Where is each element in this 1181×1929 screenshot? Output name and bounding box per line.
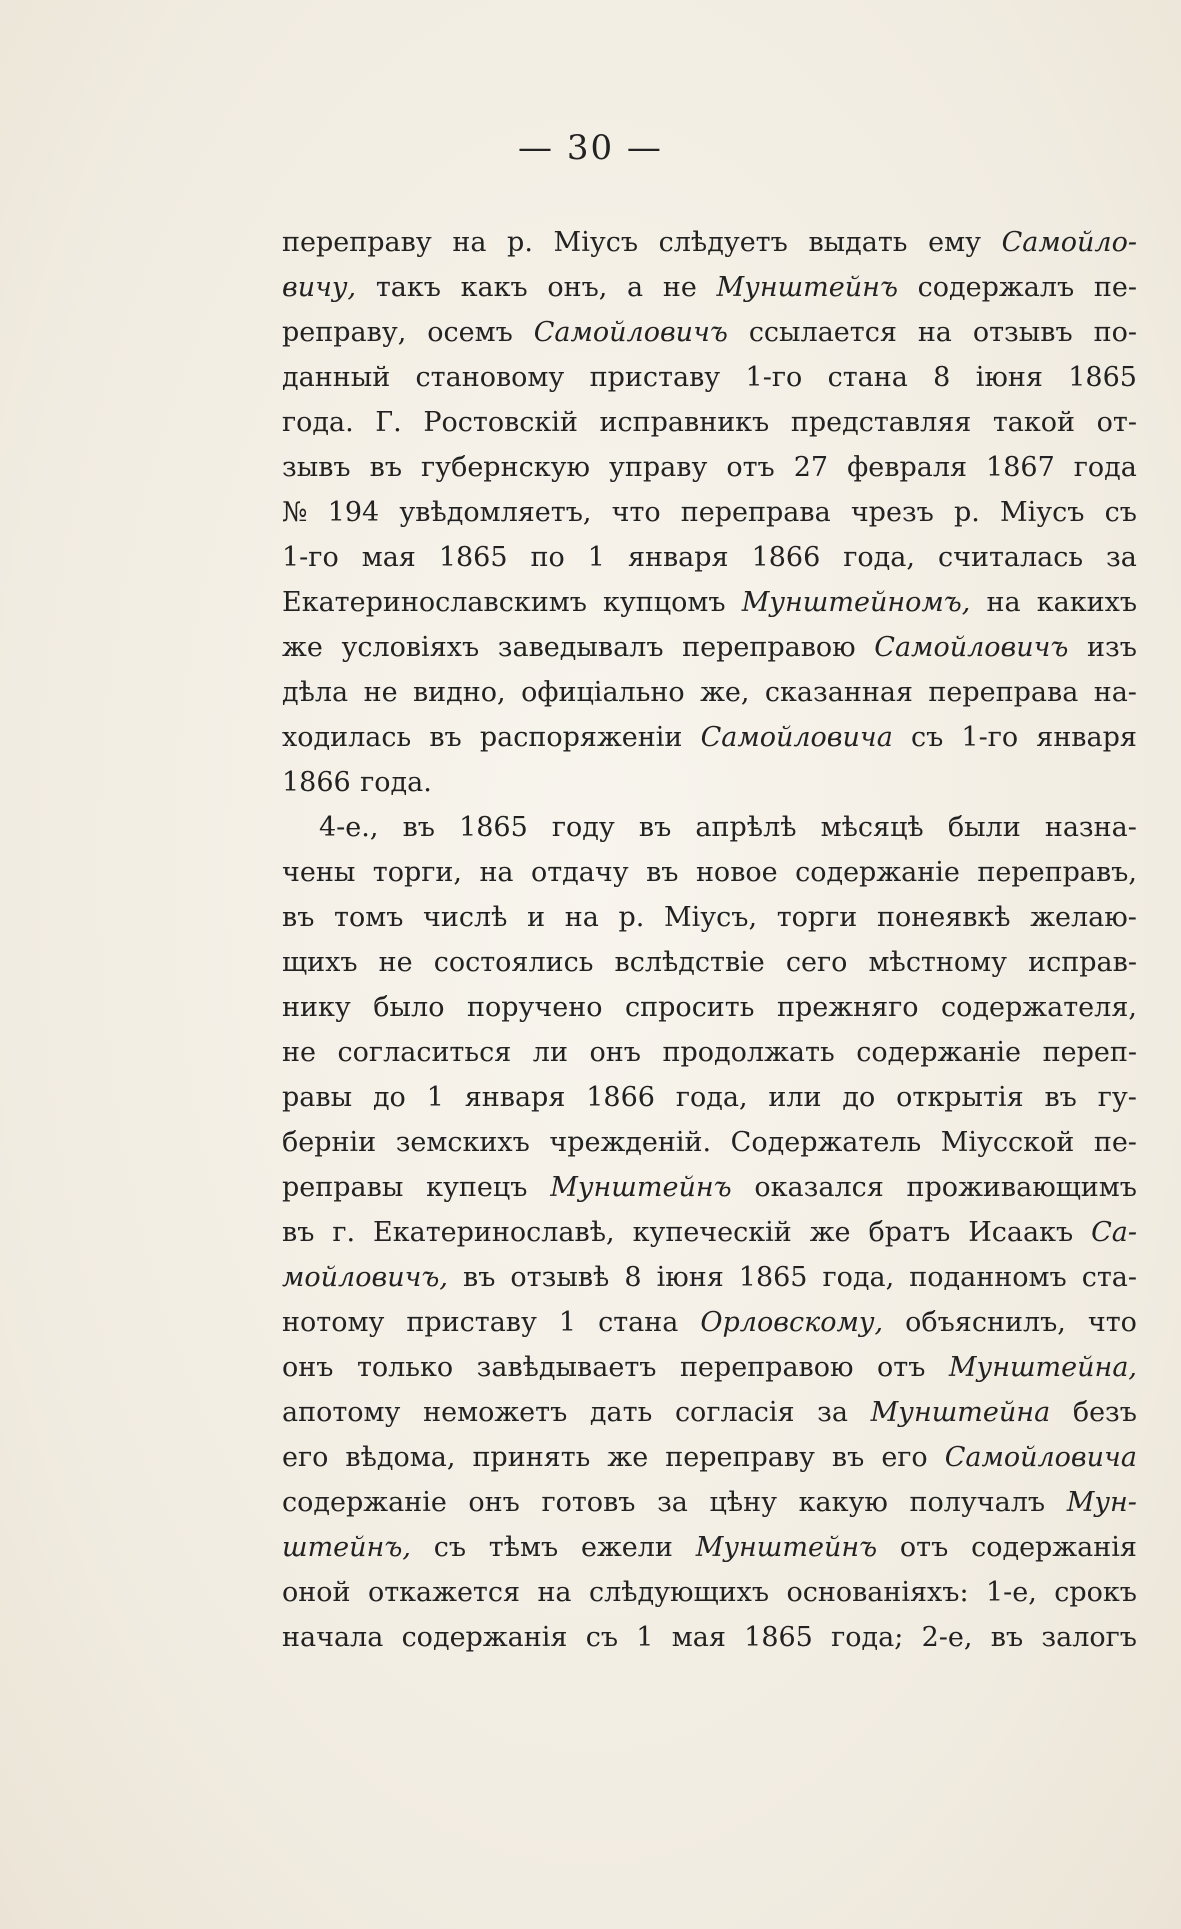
word: откажется (367, 1577, 521, 1608)
word: содержанія (401, 1622, 568, 1653)
word: на (479, 857, 514, 888)
word: цѣну (709, 1487, 778, 1518)
text-line (282, 400, 1137, 445)
word: завѣдываетъ (476, 1352, 657, 1383)
word: переправу (665, 1442, 815, 1473)
word: от- (1096, 407, 1137, 438)
word: января (627, 542, 729, 573)
word: 1-го (282, 542, 339, 573)
word: такъ (375, 272, 441, 303)
word: мѣстному (868, 947, 1008, 978)
word: до (372, 1082, 406, 1113)
word: назна- (1044, 812, 1137, 843)
word: а (627, 272, 644, 303)
word: 1 (558, 1307, 577, 1338)
word: не (662, 272, 697, 303)
word: 1-е, (985, 1577, 1037, 1608)
word: купецъ (426, 1172, 528, 1203)
word: берніи (282, 1127, 377, 1158)
text-line (282, 1570, 1137, 1615)
word: 1 (636, 1622, 654, 1653)
word: на- (1093, 677, 1137, 708)
word: въ (646, 857, 679, 888)
word: въ (990, 1622, 1024, 1653)
word: Екатеринославскимъ (282, 587, 587, 618)
word: Самойловичъ (533, 317, 728, 348)
text-line (282, 985, 1137, 1030)
word: съ (585, 1622, 619, 1653)
text-line (282, 1255, 1137, 1300)
word: по- (1093, 317, 1137, 348)
word: за (657, 1487, 688, 1518)
word: становому (415, 362, 565, 393)
word: только (356, 1352, 454, 1383)
word: Самойловичъ (874, 632, 1069, 663)
word: 1865 (459, 812, 528, 843)
word: штейнъ, (282, 1532, 411, 1563)
word: вичу, (282, 272, 357, 303)
word: выдать (808, 227, 908, 258)
word: содержаніе (856, 1037, 1022, 1068)
text-line (282, 940, 1137, 985)
word: до (842, 1082, 876, 1113)
word: приставу (406, 1307, 537, 1338)
word: онъ, (547, 272, 608, 303)
word: 1865 (438, 542, 508, 573)
word: было (373, 992, 445, 1023)
word: поручено (466, 992, 603, 1023)
word: Самойло- (1001, 227, 1137, 258)
text-line (282, 1345, 1137, 1390)
word: и (527, 902, 546, 933)
word: ста- (1081, 1262, 1137, 1293)
word: въ (369, 452, 403, 483)
word: видно, (412, 677, 506, 708)
word: Орловскому, (700, 1307, 884, 1338)
word: состоялись (433, 947, 594, 978)
word: мойловичъ, (282, 1262, 448, 1293)
word: по (530, 542, 565, 573)
word: 1866 (586, 1082, 655, 1113)
word: Мун- (1066, 1487, 1137, 1518)
word: Самойловича (700, 722, 893, 753)
word: данный (282, 362, 391, 393)
text-line (282, 1210, 1137, 1255)
word: 8 (624, 1262, 642, 1293)
text-line (282, 1165, 1137, 1210)
page-number: — 30 — (518, 128, 663, 168)
word: № (282, 497, 308, 528)
word: переп- (1042, 1037, 1137, 1068)
word: Г. (375, 407, 402, 438)
word: 1866 (282, 767, 351, 798)
word: слѣдуетъ (658, 227, 788, 258)
word: слѣдующихъ (588, 1577, 770, 1608)
word: числѣ (423, 902, 508, 933)
word: Мунштейна (870, 1397, 1051, 1428)
word: оной (282, 1577, 351, 1608)
text-line (282, 850, 1137, 895)
word: января (1036, 722, 1137, 753)
word: же (282, 632, 323, 663)
text-line (282, 1030, 1137, 1075)
word: года (1073, 452, 1137, 483)
word: или (768, 1082, 822, 1113)
word: въ (831, 1442, 865, 1473)
word: открытія (896, 1082, 1024, 1113)
word: Мунштейнъ (695, 1532, 878, 1563)
word: года, (822, 1262, 895, 1293)
text-line (282, 580, 1137, 625)
text-line (282, 535, 1137, 580)
word: дѣла (282, 677, 349, 708)
word: приставу (589, 362, 721, 393)
word: управу (608, 452, 708, 483)
word: съ (1104, 497, 1137, 528)
word: ему (928, 227, 981, 258)
text-line (282, 265, 1137, 310)
word: мая (361, 542, 416, 573)
word: сказанная (764, 677, 913, 708)
word: нику (282, 992, 351, 1023)
word: продолжать (662, 1037, 835, 1068)
word: сего (785, 947, 848, 978)
word: въ (282, 902, 315, 933)
word: пе- (1093, 1127, 1137, 1158)
word: переправъ, (977, 857, 1137, 888)
word: основаніяхъ: (786, 1577, 969, 1608)
word: отдачу (530, 857, 629, 888)
word: въ (429, 722, 462, 753)
word: года; (831, 1622, 904, 1653)
word: Екатеринославѣ, (373, 1217, 615, 1248)
word: были (947, 812, 1021, 843)
word: какую (798, 1487, 888, 1518)
word: Мунштейнъ (550, 1172, 732, 1203)
word: въ (638, 812, 672, 843)
word: 1-го (961, 722, 1019, 753)
word: братъ (868, 1217, 951, 1248)
word: въ (282, 1217, 315, 1248)
word: года. (360, 767, 432, 798)
word: 1865 (744, 1622, 813, 1653)
text-line (282, 1615, 1137, 1660)
word: въ (402, 812, 435, 843)
word: оказался (754, 1172, 884, 1203)
word: Ростовскій (423, 407, 578, 438)
word: что (1087, 1307, 1137, 1338)
word: Мунштейномъ, (741, 587, 971, 618)
word: исправникъ (599, 407, 770, 438)
word: что (611, 497, 661, 528)
word: за (1106, 542, 1137, 573)
word: года. (282, 407, 354, 438)
word: переправою (679, 1352, 854, 1383)
word: изъ (1087, 632, 1137, 663)
word: торги, (372, 857, 462, 888)
word: купеческій (632, 1217, 792, 1248)
text-line (282, 625, 1137, 670)
word: съ (433, 1532, 467, 1563)
word: ходилась (282, 722, 412, 753)
word: за (817, 1397, 848, 1428)
word: апотому (282, 1397, 401, 1428)
word: Міусъ (999, 497, 1085, 528)
word: на (452, 227, 487, 258)
word: года, (675, 1082, 748, 1113)
word: ссылается (748, 317, 897, 348)
word: вслѣдствіе (614, 947, 765, 978)
word: 1865 (1068, 362, 1137, 393)
word: года, (843, 542, 915, 573)
word: стана (827, 362, 908, 393)
word: съ (910, 722, 944, 753)
word: мѣсяцѣ (820, 812, 924, 843)
word: 8 (933, 362, 951, 393)
word: содержателя, (941, 992, 1137, 1023)
word: не (378, 947, 413, 978)
word: 194 (327, 497, 380, 528)
word: отъ (726, 452, 775, 483)
word: заведывалъ (497, 632, 664, 663)
word: зывъ (282, 452, 351, 483)
word: 2-е, (921, 1622, 973, 1653)
word: же (809, 1217, 851, 1248)
word: 1866 (751, 542, 821, 573)
word: распоряженіи (479, 722, 683, 753)
word: дать (589, 1397, 653, 1428)
word: содержаніе (282, 1487, 447, 1518)
text-line (282, 310, 1137, 355)
word: чрезъ (850, 497, 934, 528)
text-line (282, 355, 1137, 400)
word: іюня (975, 362, 1043, 393)
word: не (363, 677, 398, 708)
word: отзывѣ (510, 1262, 610, 1293)
word: 1867 (986, 452, 1055, 483)
text-line (282, 760, 1137, 805)
word: Мунштейнъ (716, 272, 898, 303)
body-text (282, 220, 1137, 1660)
word: февраля (847, 452, 968, 483)
word: онъ (589, 1037, 641, 1068)
word: переправою (682, 632, 856, 663)
word: не (282, 1037, 316, 1068)
word: 27 (793, 452, 829, 483)
word: купцомъ (603, 587, 726, 618)
word: Са- (1091, 1217, 1137, 1248)
word: мая (671, 1622, 726, 1653)
word: ли (532, 1037, 568, 1068)
word: на (537, 1577, 572, 1608)
word: р. (953, 497, 980, 528)
word: въ (1044, 1082, 1077, 1113)
word: Міусъ, (663, 902, 758, 933)
word: содержалъ (917, 272, 1075, 303)
text-line (282, 1525, 1137, 1570)
word: отъ (877, 1352, 926, 1383)
word: содержаніе (795, 857, 960, 888)
word: торги (776, 902, 858, 933)
word: чрежденій. (549, 1127, 712, 1158)
word: р. (618, 902, 645, 933)
word: реправы (282, 1172, 404, 1203)
word: апрѣлѣ (695, 812, 797, 843)
word: января (464, 1082, 566, 1113)
word: такой (992, 407, 1076, 438)
word: Мунштейна, (948, 1352, 1137, 1383)
word: на (986, 587, 1021, 618)
word: содержанія (971, 1532, 1137, 1563)
word: р. (507, 227, 533, 258)
word: году (551, 812, 615, 843)
text-line (282, 445, 1137, 490)
word: получалъ (909, 1487, 1046, 1518)
text-line (282, 1075, 1137, 1120)
word: Исаакъ (968, 1217, 1074, 1248)
word: увѣдомляетъ, (399, 497, 592, 528)
word: 1 (426, 1082, 444, 1113)
word: земскихъ (395, 1127, 530, 1158)
word: начала (282, 1622, 384, 1653)
word: 1 (587, 542, 605, 573)
word: же, (700, 677, 750, 708)
word: тѣмъ (488, 1532, 559, 1563)
word: его (282, 1442, 329, 1473)
word: переправа (928, 677, 1079, 708)
word: 1-го (745, 362, 803, 393)
text-line (282, 1480, 1137, 1525)
text-line (282, 670, 1137, 715)
word: пе- (1093, 272, 1137, 303)
word: Самойловича (944, 1442, 1137, 1473)
word: щихъ (282, 947, 358, 978)
word: желаю- (1030, 902, 1137, 933)
word: залогъ (1041, 1622, 1137, 1653)
word: считалась (937, 542, 1084, 573)
word: Міусъ (553, 227, 639, 258)
word: срокъ (1054, 1577, 1137, 1608)
word: исправ- (1028, 947, 1137, 978)
word: спросить (625, 992, 755, 1023)
word: новое (695, 857, 778, 888)
text-line (282, 1120, 1137, 1165)
word: же (607, 1442, 649, 1473)
word: на (564, 902, 599, 933)
word: г. (332, 1217, 356, 1248)
word: губернскую (421, 452, 590, 483)
word: безъ (1072, 1397, 1137, 1428)
word: ежели (580, 1532, 673, 1563)
text-line (282, 895, 1137, 940)
word: Міусской (940, 1127, 1075, 1158)
word: какихъ (1036, 587, 1137, 618)
word: чены (282, 857, 356, 888)
word: представляя (790, 407, 972, 438)
text-line (282, 1435, 1137, 1480)
word: въ (463, 1262, 496, 1293)
word: переправа (680, 497, 831, 528)
word: какъ (460, 272, 528, 303)
word: іюня (656, 1262, 724, 1293)
text-line (282, 490, 1137, 535)
word: стана (598, 1307, 679, 1338)
word: условіяхъ (341, 632, 480, 663)
word: онъ (468, 1487, 520, 1518)
text-line (282, 1300, 1137, 1345)
word: равы (282, 1082, 353, 1113)
text-line (282, 805, 1137, 850)
word: томъ (334, 902, 404, 933)
word: отъ (899, 1532, 949, 1563)
word: на (917, 317, 952, 348)
word: офиціально (521, 677, 685, 708)
word: понеявкѣ (876, 902, 1011, 933)
word: объяснилъ, (905, 1307, 1066, 1338)
word: неможетъ (423, 1397, 568, 1428)
word: готовъ (541, 1487, 636, 1518)
word: онъ (282, 1352, 334, 1383)
word: осемъ (427, 317, 513, 348)
word: гу- (1097, 1082, 1137, 1113)
text-line (282, 715, 1137, 760)
word: отзывъ (972, 317, 1073, 348)
word: поданномъ (909, 1262, 1067, 1293)
word: принять (472, 1442, 591, 1473)
word: 4-е., (319, 812, 379, 843)
text-line (282, 220, 1137, 265)
word: прежняго (776, 992, 919, 1023)
word: проживающимъ (906, 1172, 1137, 1203)
word: его (881, 1442, 928, 1473)
word: нотому (282, 1307, 385, 1338)
word: согласія (674, 1397, 795, 1428)
word: согласиться (337, 1037, 512, 1068)
word: Содержатель (730, 1127, 922, 1158)
word: 1865 (738, 1262, 808, 1293)
word: вѣдома, (345, 1442, 456, 1473)
word: переправу (282, 227, 432, 258)
text-line (282, 1390, 1137, 1435)
word: реправу, (282, 317, 407, 348)
